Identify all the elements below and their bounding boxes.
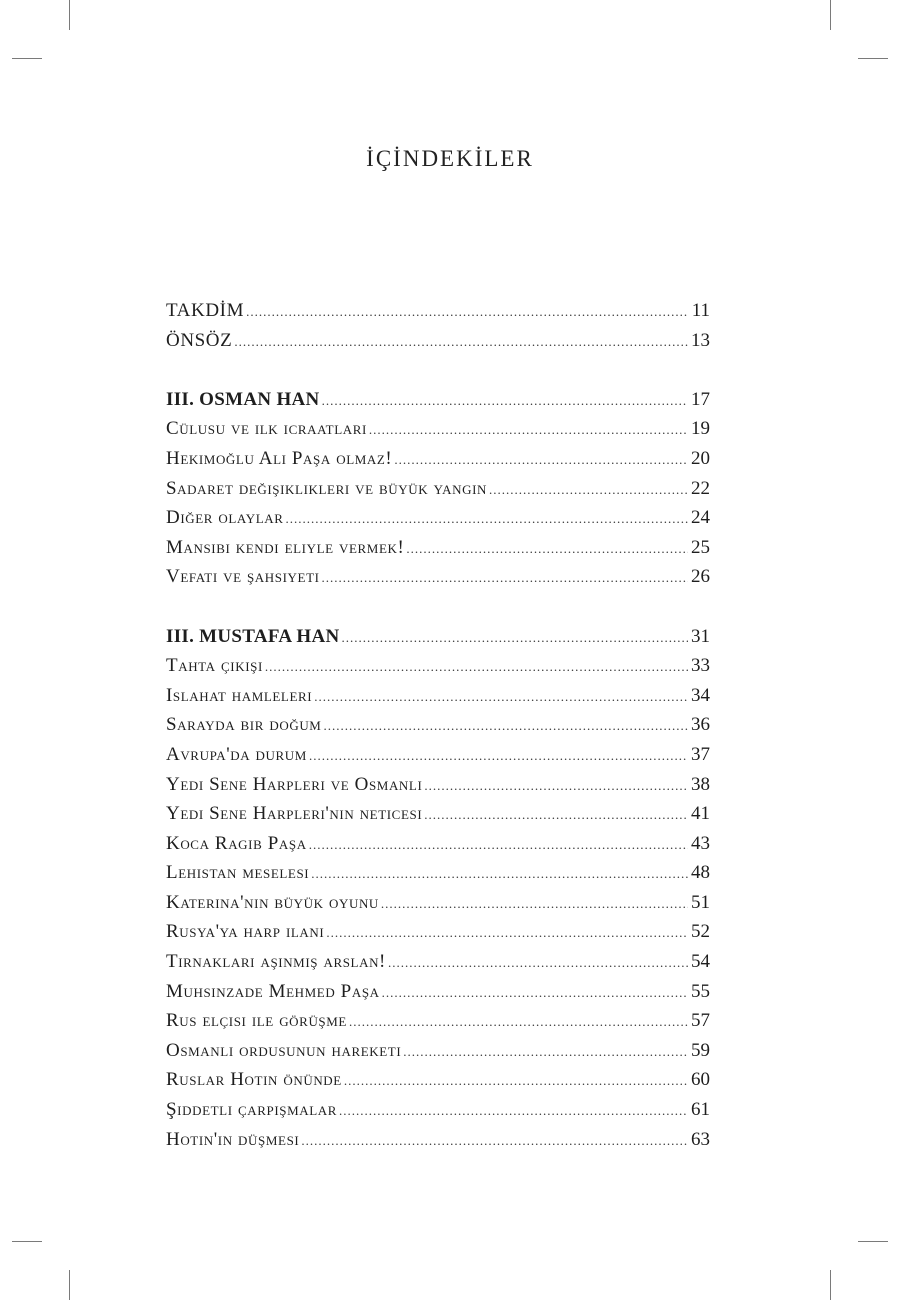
dot-leader <box>286 504 688 534</box>
toc-page-number: 17 <box>691 388 710 410</box>
toc-page-number: 22 <box>691 477 710 499</box>
dot-leader <box>322 386 688 416</box>
toc-entry <box>166 533 710 563</box>
toc-entry-label: Avrupa'da durum <box>166 743 307 765</box>
toc-entry <box>166 1065 710 1095</box>
dot-leader <box>339 1096 688 1126</box>
toc-entry-label: Diğer olaylar <box>166 507 284 529</box>
toc-page-number: 36 <box>691 714 710 736</box>
section-spacer <box>166 355 710 385</box>
toc-page-number: 55 <box>691 980 710 1002</box>
toc-entry <box>166 414 710 444</box>
dot-leader <box>369 415 688 445</box>
toc-page-number: 25 <box>691 536 710 558</box>
dot-leader <box>342 623 688 653</box>
dot-leader <box>406 534 688 564</box>
toc-entry-label: Rusya'ya harp ilanı <box>166 921 325 943</box>
toc-entry <box>166 562 710 592</box>
toc-entry-label: Osmanlı ordusunun hareketi <box>166 1039 402 1061</box>
toc-entry-label: Sadaret değişiklikleri ve büyük yangın <box>166 477 487 499</box>
crop-mark-left-top <box>12 58 42 59</box>
toc-entry <box>166 858 710 888</box>
toc-entry <box>166 829 710 859</box>
toc-entry-label: Katerina'nın büyük oyunu <box>166 891 379 913</box>
toc-entry-label: III. OSMAN HAN <box>166 388 320 410</box>
toc-page-number: 59 <box>691 1039 710 1061</box>
toc-page-number: 63 <box>691 1128 710 1150</box>
toc-page-number: 26 <box>691 566 710 588</box>
crop-mark-top-left <box>69 0 70 30</box>
crop-mark-bottom-right <box>830 1270 831 1300</box>
toc-entry <box>166 1006 710 1036</box>
toc-page-number: 61 <box>691 1099 710 1121</box>
toc-entry <box>166 1095 710 1125</box>
toc-entry <box>166 977 710 1007</box>
dot-leader <box>326 918 688 948</box>
toc-page-number: 54 <box>691 951 710 973</box>
toc-page-number: 48 <box>691 862 710 884</box>
toc-entry <box>166 681 710 711</box>
toc-entry-label: III. MUSTAFA HAN <box>166 625 340 647</box>
toc-entry <box>166 740 710 770</box>
toc-entry-label: Tahta çıkışı <box>166 655 263 677</box>
toc-entry <box>166 326 710 356</box>
dot-leader <box>403 1037 688 1067</box>
crop-mark-bottom-left <box>69 1270 70 1300</box>
toc-entry-label: Tırnakları aşınmış arslan! <box>166 951 386 973</box>
section-spacer <box>166 592 710 622</box>
toc-entry-label: Hekimoğlu Ali Paşa olmaz! <box>166 447 393 469</box>
toc-entry <box>166 503 710 533</box>
toc-entry-label: Yedi Sene Harpleri ve Osmanlı <box>166 773 423 795</box>
toc-entry <box>166 1125 710 1155</box>
toc-entry <box>166 770 710 800</box>
toc-entry <box>166 296 710 326</box>
toc-entry-label: Vefatı ve şahsiyeti <box>166 566 320 588</box>
dot-leader <box>234 327 688 357</box>
toc-entry-label: Lehistan meselesi <box>166 862 310 884</box>
toc-page-number: 13 <box>691 329 710 351</box>
toc-entry <box>166 651 710 681</box>
dot-leader <box>246 297 689 327</box>
toc-page-number: 34 <box>691 684 710 706</box>
crop-mark-left-bottom <box>12 1241 42 1242</box>
toc-entry-label: TAKDİM <box>166 300 245 321</box>
toc-entry <box>166 799 710 829</box>
table-of-contents <box>166 296 710 1154</box>
toc-entry <box>166 1036 710 1066</box>
dot-leader <box>344 1066 688 1096</box>
crop-mark-right-bottom <box>858 1241 888 1242</box>
dot-leader <box>394 445 688 475</box>
dot-leader <box>309 741 688 771</box>
dot-leader <box>314 682 688 712</box>
toc-page-number: 24 <box>691 507 710 529</box>
toc-entry-label: Mansıbı kendi eliyle vermek! <box>166 536 405 558</box>
toc-entry-label: Cülusu ve ilk icraatları <box>166 418 367 440</box>
dot-leader <box>382 978 688 1008</box>
toc-entry-label: Sarayda bir doğum <box>166 714 322 736</box>
dot-leader <box>424 771 688 801</box>
dot-leader <box>265 652 688 682</box>
toc-page-number: 51 <box>691 891 710 913</box>
dot-leader <box>388 948 688 978</box>
toc-entry <box>166 444 710 474</box>
toc-page-number: 60 <box>691 1069 710 1091</box>
toc-page-number: 43 <box>691 832 710 854</box>
toc-entry-label: Ruslar Hotin önünde <box>166 1069 342 1091</box>
toc-page-number: 37 <box>691 743 710 765</box>
crop-mark-right-top <box>858 58 888 59</box>
toc-page-number: 20 <box>691 447 710 469</box>
toc-page-number: 11 <box>691 300 710 321</box>
toc-entry-label: Rus elçisi ile görüşme <box>166 1010 347 1032</box>
toc-page-number: 52 <box>691 921 710 943</box>
dot-leader <box>322 563 688 593</box>
dot-leader <box>323 711 688 741</box>
toc-chapter-heading <box>166 385 710 415</box>
toc-page-number: 41 <box>691 803 710 825</box>
toc-entry-label: ÖNSÖZ <box>166 329 233 351</box>
dot-leader <box>301 1126 688 1156</box>
toc-page-number: 19 <box>691 418 710 440</box>
dot-leader <box>381 889 688 919</box>
toc-entry-label: Islahat hamleleri <box>166 684 313 706</box>
toc-entry-label: Muhsinzade Mehmed Paşa <box>166 980 380 1002</box>
dot-leader <box>309 830 688 860</box>
page-title: İÇİNDEKİLER <box>366 146 534 171</box>
dot-leader <box>349 1007 688 1037</box>
toc-entry <box>166 947 710 977</box>
toc-entry <box>166 917 710 947</box>
toc-page-number: 31 <box>691 625 710 647</box>
dot-leader <box>489 475 688 505</box>
crop-mark-top-right <box>830 0 831 30</box>
toc-entry-label: Hotin'in düşmesi <box>166 1128 300 1150</box>
toc-entry <box>166 888 710 918</box>
toc-entry <box>166 474 710 504</box>
dot-leader <box>311 859 688 889</box>
toc-page-number: 57 <box>691 1010 710 1032</box>
toc-entry-label: Şiddetli çarpışmalar <box>166 1099 338 1121</box>
toc-entry <box>166 710 710 740</box>
toc-page-number: 33 <box>691 655 710 677</box>
toc-entry-label: Yedi Sene Harpleri'nin neticesi <box>166 803 423 825</box>
toc-chapter-heading <box>166 622 710 652</box>
dot-leader <box>424 800 688 830</box>
toc-page-number: 38 <box>691 773 710 795</box>
toc-entry-label: Koca Ragıb Paşa <box>166 832 307 854</box>
